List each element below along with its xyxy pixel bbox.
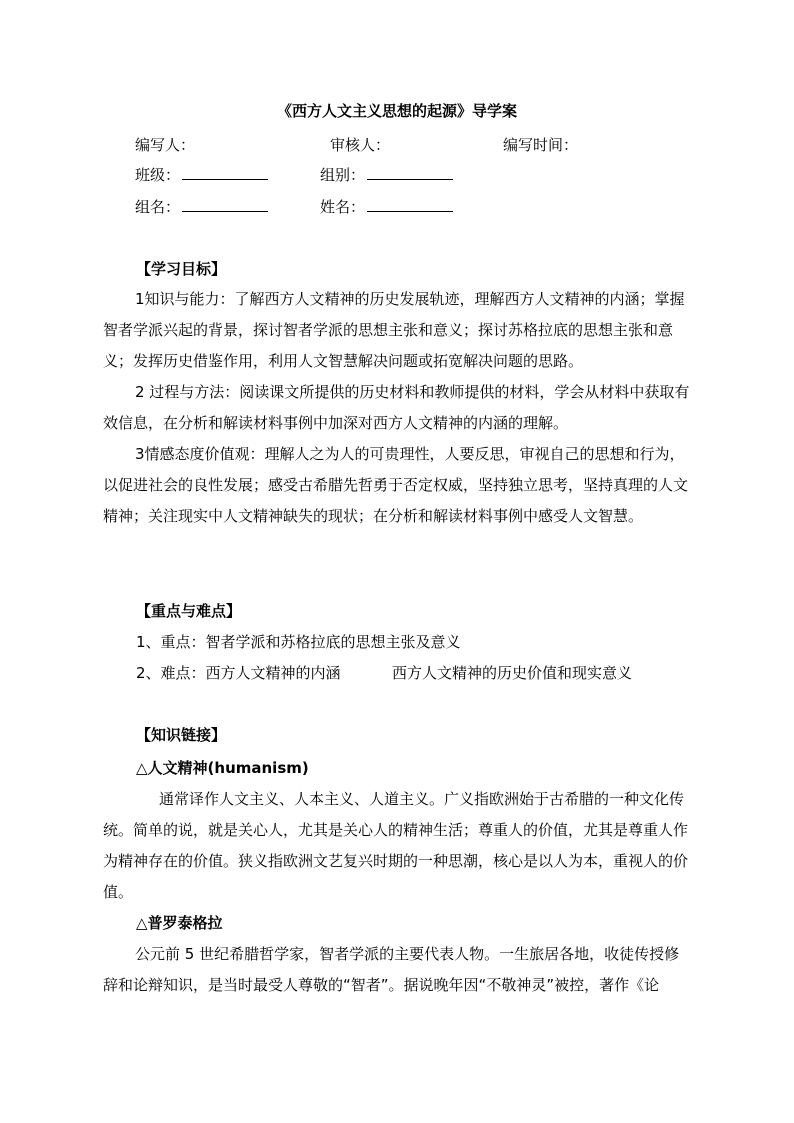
group-label: 组别：: [320, 166, 366, 184]
class-field: [135, 164, 268, 185]
class-label: 班级：: [135, 166, 181, 184]
goals-paragraph-1: 1知识与能力：了解西方人文精神的历史发展轨迹，理解西方人文精神的内涵；掌握智者学派兴起的背景，探讨智者学派的思想主张和意义；探讨苏格拉底的思想主张和意义；发挥历史借鉴作用，利用人文智慧解决问题或拓宽解决问题的思路。: [103, 290, 685, 370]
reviewer-label: 审核人：: [330, 136, 391, 154]
links-heading: 【知识链接】: [136, 726, 227, 744]
group-blank: [367, 165, 453, 180]
name-label: 姓名：: [320, 198, 366, 216]
humanism-paragraph: 通常译作人文主义、人本主义、人道主义。广义指欧洲始于古希腊的一种文化传统。简单的说，就是关心人，尤其是关心人的精神生活；尊重人的价值，尤其是尊重人作为精神存在的价值。狭义指欧洲文艺复兴时期的一种思潮，核心是以人为本，重视人的价值。: [103, 790, 689, 901]
page-title: 《西方人文主义思想的起源》导学案: [276, 102, 517, 120]
key-item-2a: 2、难点：西方人文精神的内涵: [136, 664, 341, 682]
key-item-1: 1、重点：智者学派和苏格拉底的思想主张及意义: [136, 633, 461, 651]
goals-paragraph-2: 2 过程与方法：阅读课文所提供的历史材料和教师提供的材料，学会从材料中获取有效信息，在分析和解读材料事例中加深对西方人文精神的内涵的理解。: [103, 383, 690, 432]
class-blank: [182, 165, 268, 180]
name-blank: [367, 197, 453, 212]
subheading-protagoras: △普罗泰格拉: [136, 914, 223, 932]
protagoras-paragraph: 公元前 5 世纪希腊哲学家，智者学派的主要代表人物。一生旅居各地，收徒传授修辞和论辩知识，是当时最受人尊敬的“智者”。据说晚年因“不敬神灵”被控，著作《论: [103, 945, 680, 994]
group-field: [320, 164, 453, 185]
goals-paragraph-3: 3情感态度价值观：理解人之为人的可贵理性，人要反思，审视自己的思想和行为，以促进社会的良性发展；感受古希腊先哲勇于否定权威，坚持独立思考，坚持真理的人文精神；关注现实中人文精神缺失的现状；在分析和解读材料事例中感受人文智慧。: [103, 445, 689, 525]
date-label: 编写时间：: [503, 136, 579, 154]
groupname-blank: [182, 197, 268, 212]
subheading-humanism: △人文精神(humanism): [136, 759, 309, 777]
groupname-label: 组名：: [135, 198, 181, 216]
goals-heading: 【学习目标】: [136, 260, 227, 278]
key-heading: 【重点与难点】: [136, 602, 242, 620]
name-field: [320, 196, 453, 217]
key-item-2b: 西方人文精神的历史价值和现实意义: [392, 664, 633, 682]
editor-label: 编写人：: [135, 136, 196, 154]
groupname-field: [135, 196, 268, 217]
